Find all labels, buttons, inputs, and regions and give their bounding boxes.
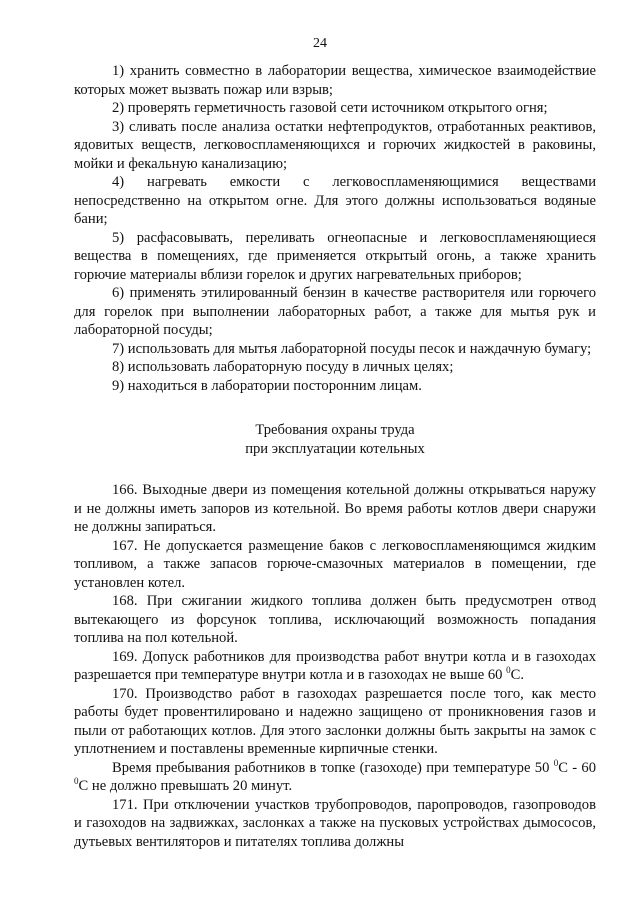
list-item-7: 7) использовать для мытья лабораторной посуды песок и наждачную бумагу;: [112, 340, 592, 357]
paragraph-169-text: 169. Допуск работников для производства работ внутри котла и в газоходах разрешается при температуре внутри котла и в газоходах не выше 60: [74, 648, 596, 683]
section-heading-line2: при эксплуатации котельных: [245, 441, 425, 457]
list-item-4: 4) нагревать емкости с легковоспламеняющимися веществами непосредственно на открытом огне. Для этого должны использоваться водяные бани;: [74, 174, 596, 227]
paragraph-166: 166. Выходные двери из помещения котельной должны открываться наружу и не должны иметь запоров из котельной. Во время работы котлов двери снаружи не должны запираться.: [74, 482, 596, 535]
list-item-3: 3) сливать после анализа остатки нефтепродуктов, отработанных реактивов, ядовитых веществ, легковоспламеняющихся и горючих жидкостей в раковины, мойки и фекальную канализацию;: [74, 118, 596, 172]
list-item-5: 5) расфасовывать, переливать огнеопасные и легковоспламеняющиеся вещества в помещениях, где применяется открытый огонь, а также хранить горючие материалы вблизи горелок и других нагревательных приборов;: [74, 229, 596, 283]
paragraph-168: 168. При сжигании жидкого топлива должен быть предусмотрен отвод вытекающего из форсунок топлива, исключающий возможность попадания топлива на пол котельной.: [74, 593, 596, 646]
paragraph-170: 170. Производство работ в газоходах разрешается после того, как место работы будет провентилировано и надежно защищено от проникновения газов и пыли от работающих котлов. Для этого заслонки должны быть закрыты на замок с уплотнением и поставлены временные кирпичные стенки.: [74, 685, 596, 757]
paragraph-169-end: С.: [510, 667, 524, 683]
paragraph-170-time-c: С не должно превышать 20 минут.: [78, 778, 293, 794]
paragraph-170-time-a: Время пребывания работников в топке (газоходе) при температуре 50: [112, 759, 554, 776]
section-heading: [74, 421, 596, 459]
paragraph-171: 171. При отключении участков трубопроводов, паропроводов, газопроводов и газоходов на задвижках, заслонках а также на пусковых устройствах дымососов, дутьевых вентиляторов и питателях топлива должны: [74, 796, 596, 850]
page-number: 24: [313, 36, 327, 51]
document-body: [74, 62, 596, 851]
section-heading-line1: Требования охраны труда: [255, 422, 415, 438]
degree-mark: 0: [74, 776, 79, 786]
list-item-9: 9) находиться в лаборатории посторонним лицам.: [112, 377, 422, 394]
paragraph-170-time: [74, 759, 596, 796]
degree-mark: 0: [553, 757, 559, 768]
paragraph-170-time-b: С - 60: [558, 759, 597, 776]
paragraph-169: [74, 648, 596, 685]
list-item-8: 8) использовать лабораторную посуду в личных целях;: [112, 359, 454, 375]
list-item-6: 6) применять этилированный бензин в качестве растворителя или горючего для горелок при выполнении лабораторных работ, а также для мытья рук и лабораторной посуды;: [74, 285, 596, 338]
list-item-2: 2) проверять герметичность газовой сети источником открытого огня;: [112, 100, 548, 116]
list-item-1: 1) хранить совместно в лаборатории вещества, химическое взаимодействие которых может вызвать пожар или взрыв;: [74, 63, 596, 98]
degree-mark: 0: [506, 665, 511, 675]
paragraph-167: 167. Не допускается размещение баков с легковоспламеняющимся жидким топливом, а также запасов горюче-смазочных материалов в помещении, где установлен котел.: [74, 537, 596, 591]
